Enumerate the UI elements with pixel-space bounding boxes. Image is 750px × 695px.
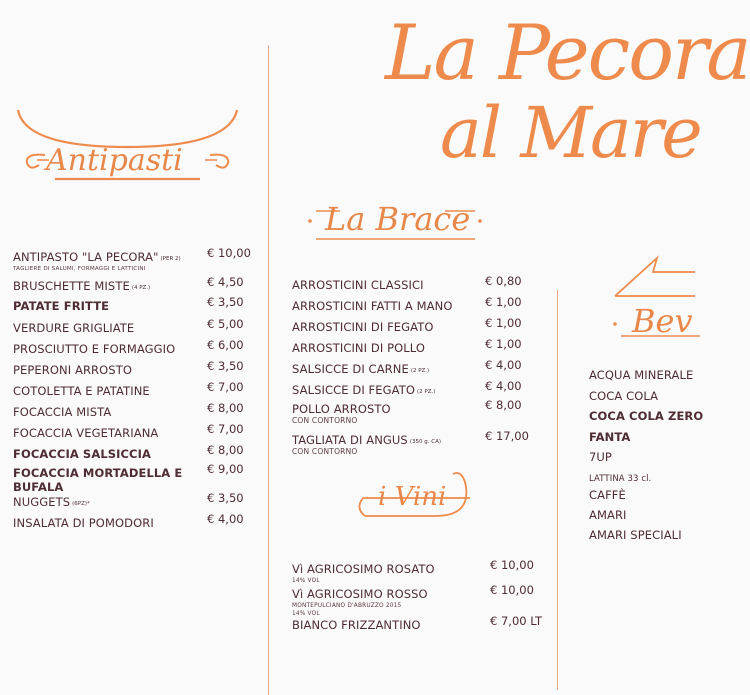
column-divider-right: [557, 290, 558, 690]
menu-item: 7UP: [589, 450, 612, 464]
menu-item: ARROSTICINI FATTI A MANO € 1,00: [292, 295, 522, 313]
menu-item: CAFFÈ: [589, 488, 626, 502]
menu-item: PATATE FRITTE € 3,50: [13, 295, 244, 313]
menu-item: Vì AGRICOSIMO ROSSO MONTEPULCIANO D'ABRUZZO 2015 14% VOL € 10,00: [292, 583, 534, 617]
menu-item: PROSCIUTTO E FORMAGGIO € 6,00: [13, 338, 244, 356]
menu-item: BIANCO FRIZZANTINO € 7,00 LT: [292, 614, 543, 632]
menu-item: ACQUA MINERALE: [589, 368, 694, 382]
menu-item: Vì AGRICOSIMO ROSATO 14% VOL € 10,00: [292, 558, 534, 584]
menu-item: ARROSTICINI DI POLLO € 1,00: [292, 337, 522, 355]
antipasti-heading: Antipasti: [46, 143, 183, 178]
restaurant-logo: [375, 0, 750, 180]
menu-item: VERDURE GRIGLIATE € 5,00: [13, 317, 244, 335]
vini-heading: i Vini: [378, 482, 447, 512]
brace-heading: La Brace: [325, 200, 471, 238]
menu-item: FOCACCIA MISTA € 8,00: [13, 401, 244, 419]
menu-item: COCA COLA ZERO: [589, 409, 704, 423]
menu-item: NUGGETS (6PZ)* € 3,50: [13, 491, 244, 509]
menu-item: ARROSTICINI DI FEGATO € 1,00: [292, 316, 522, 334]
column-divider-left: [268, 45, 269, 695]
menu-item: FOCACCIA MORTADELLA E BUFALA € 9,00: [13, 462, 244, 494]
brand-line-2: al Mare: [440, 92, 701, 174]
menu-item: TAGLIATA DI ANGUS (350 g. CA) CON CONTORNO € 17,00: [292, 429, 529, 456]
menu-item: ARROSTICINI CLASSICI € 0,80: [292, 274, 522, 292]
menu-item: COTOLETTA E PATATINE € 7,00: [13, 380, 244, 398]
menu-item: ANTIPASTO "LA PECORA" (PER 2) TAGLIERE DI SALUMI, FORMAGGI E LATTICINI € 10,00: [13, 246, 251, 272]
menu-item: FANTA: [589, 430, 631, 444]
menu-item: COCA COLA: [589, 389, 659, 403]
menu-item: INSALATA DI POMODORI € 4,00: [13, 512, 244, 530]
brand-line-1: La Pecora: [385, 8, 750, 97]
antipasti-menu: [13, 246, 263, 536]
bevande-heading: Bev: [632, 302, 693, 340]
menu-item: FOCACCIA VEGETARIANA € 7,00: [13, 422, 244, 440]
menu-item: BRUSCHETTE MISTE (4 PZ.) € 4,50: [13, 275, 244, 293]
menu-item: SALSICCE DI CARNE (2 PZ.) € 4,00: [292, 358, 522, 376]
menu-item: PEPERONI ARROSTO € 3,50: [13, 359, 244, 377]
menu-item: LATTINA 33 cl.: [589, 474, 652, 484]
brace-menu: [292, 274, 532, 464]
vini-menu: [292, 558, 542, 638]
menu-item: SALSICCE DI FEGATO (2 PZ.) € 4,00: [292, 379, 522, 397]
menu-item: POLLO ARROSTO CON CONTORNO € 8,00: [292, 398, 522, 425]
bevande-menu: [589, 364, 704, 544]
menu-item: FOCACCIA SALSICCIA € 8,00: [13, 443, 244, 461]
menu-item: AMARI SPECIALI: [589, 528, 682, 542]
menu-item: AMARI: [589, 508, 627, 522]
